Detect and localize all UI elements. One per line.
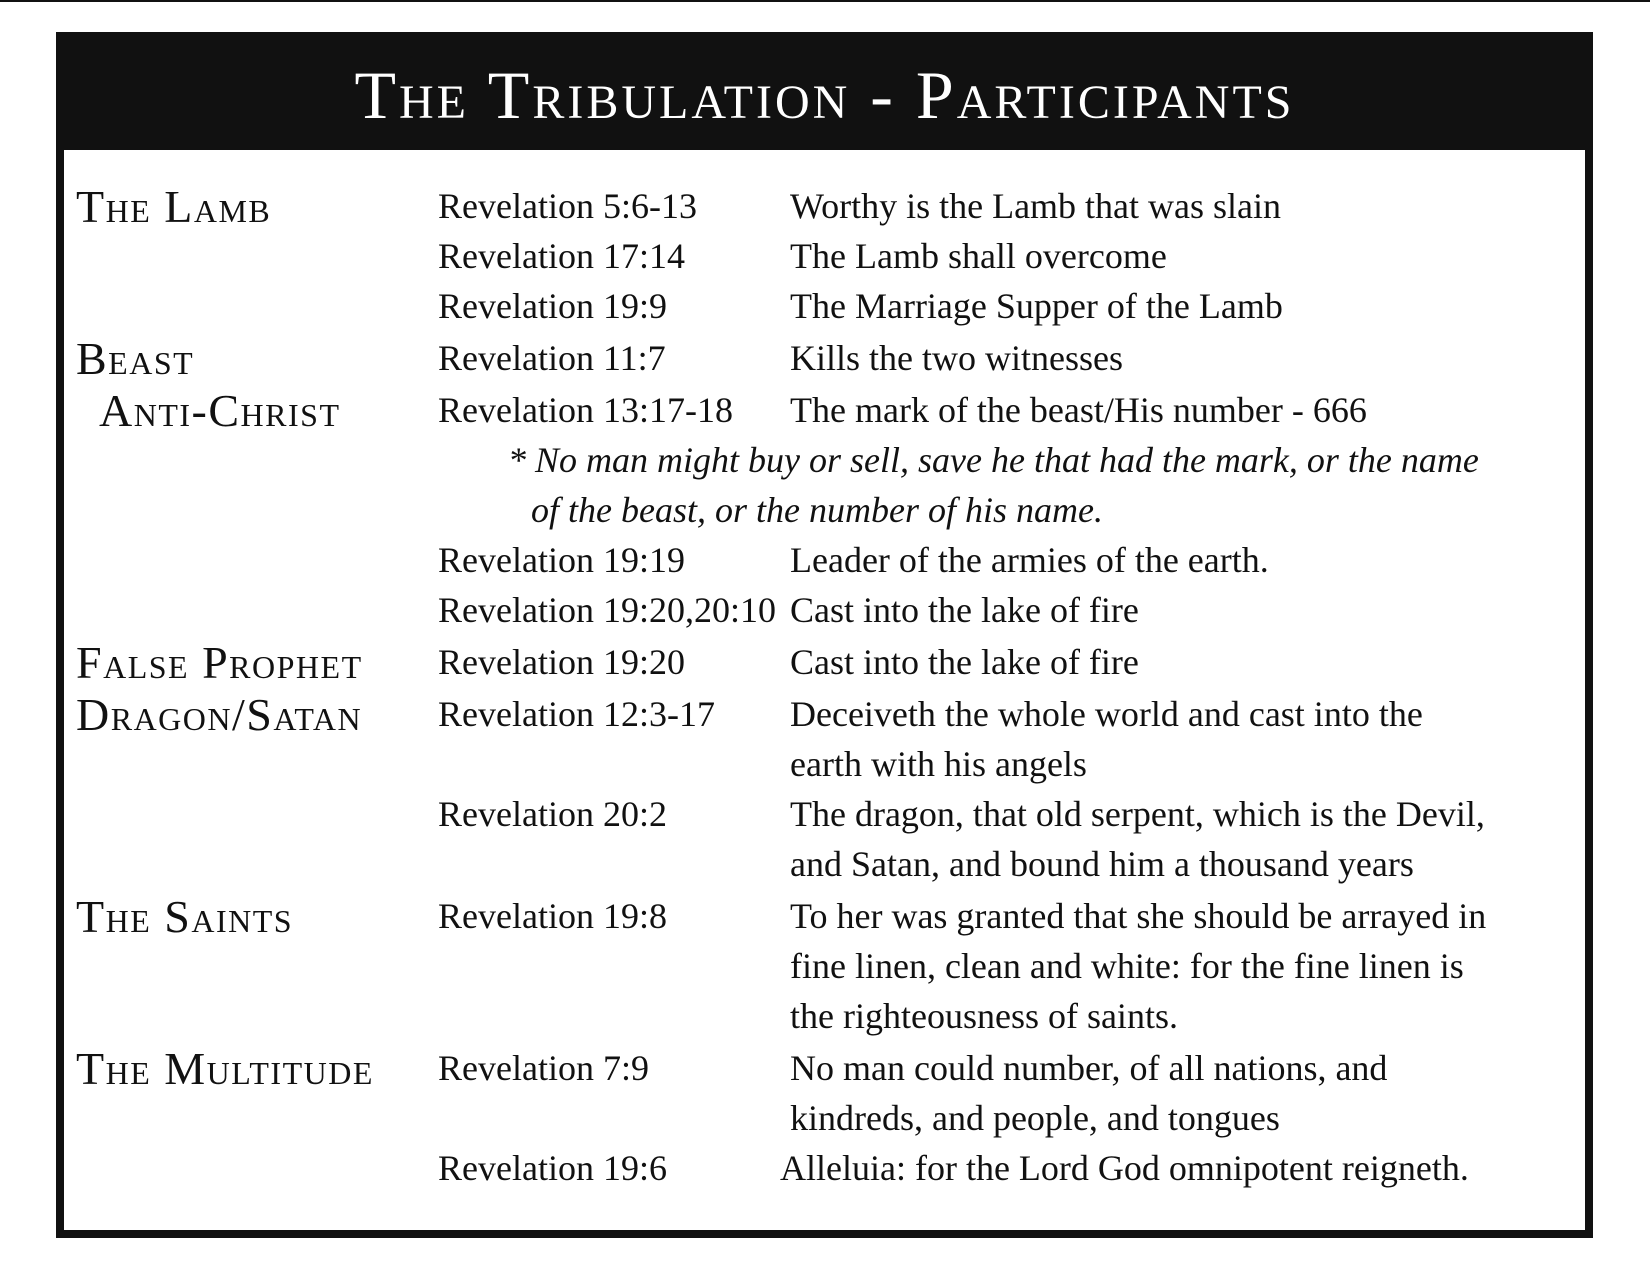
- reference: Revelation 20:2: [438, 794, 667, 834]
- title-banner: [64, 40, 1585, 150]
- description: To her was granted that she should be arrayed in: [790, 896, 1487, 936]
- description: The dragon, that old serpent, which is the Devil,: [790, 794, 1485, 834]
- participant-dragon-satan: Dragon/Satan: [76, 689, 363, 740]
- participant-the-multitude: The Multitude: [76, 1043, 374, 1094]
- reference: Revelation 19:19: [438, 540, 685, 580]
- reference: Revelation 19:20: [438, 642, 685, 682]
- page-title: The Tribulation - Participants: [354, 57, 1295, 133]
- reference: Revelation 17:14: [438, 236, 685, 276]
- reference: Revelation 13:17-18: [438, 390, 733, 430]
- participant-anti-christ: Anti-Christ: [99, 385, 341, 436]
- reference: Revelation 5:6-13: [438, 186, 697, 226]
- description: Kills the two witnesses: [790, 338, 1123, 378]
- reference: Revelation 19:20,20:10: [438, 590, 776, 630]
- description: The mark of the beast/His number - 666: [790, 390, 1367, 430]
- description: Worthy is the Lamb that was slain: [790, 186, 1282, 226]
- footnote-line: * No man might buy or sell, save he that had the mark, or the name: [508, 440, 1479, 480]
- description: Leader of the armies of the earth.: [790, 540, 1269, 580]
- description: Alleluia: for the Lord God omnipotent reigneth.: [780, 1148, 1469, 1188]
- description: Deceiveth the whole world and cast into the: [790, 694, 1423, 734]
- reference: Revelation 19:6: [438, 1148, 667, 1188]
- description: kindreds, and people, and tongues: [790, 1098, 1280, 1138]
- description: the righteousness of saints.: [790, 996, 1178, 1036]
- participant-the-saints: The Saints: [76, 891, 294, 942]
- reference: Revelation 11:7: [438, 338, 666, 378]
- participants-card: [56, 32, 1593, 1238]
- footnote-line: of the beast, or the number of his name.: [531, 490, 1103, 530]
- reference: Revelation 19:8: [438, 896, 667, 936]
- description: earth with his angels: [790, 744, 1087, 784]
- participant-false-prophet: False Prophet: [76, 637, 363, 688]
- description: No man could number, of all nations, and: [790, 1048, 1388, 1088]
- top-rule: [0, 0, 1650, 2]
- description: and Satan, and bound him a thousand years: [790, 844, 1414, 884]
- description: The Marriage Supper of the Lamb: [790, 286, 1283, 326]
- description: Cast into the lake of fire: [790, 642, 1139, 682]
- description: fine linen, clean and white: for the fine linen is: [790, 946, 1464, 986]
- participant-beast: Beast: [76, 333, 195, 384]
- participants-table: [64, 150, 1585, 1230]
- description: The Lamb shall overcome: [790, 236, 1167, 276]
- participant-the-lamb: The Lamb: [76, 181, 272, 232]
- reference: Revelation 7:9: [438, 1048, 649, 1088]
- reference: Revelation 19:9: [438, 286, 667, 326]
- description: Cast into the lake of fire: [790, 590, 1139, 630]
- reference: Revelation 12:3-17: [438, 694, 715, 734]
